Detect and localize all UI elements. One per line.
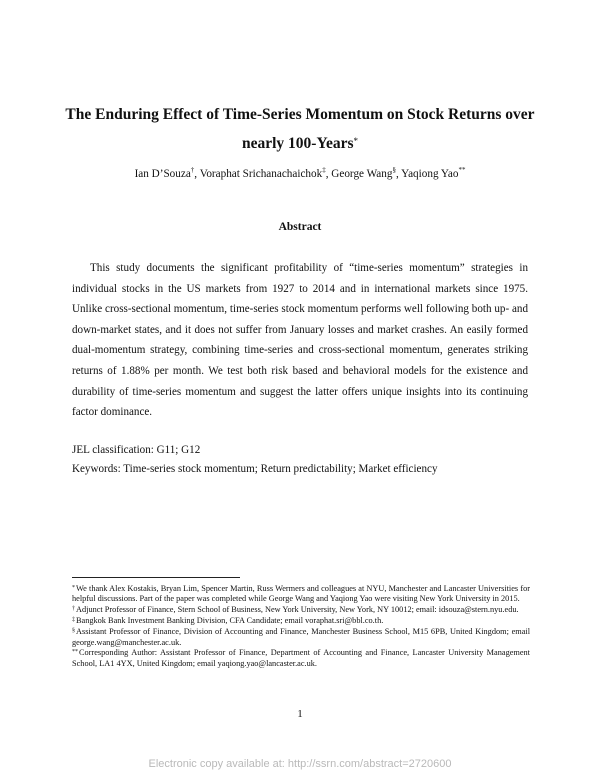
- footnote-mark: †: [72, 606, 75, 613]
- jel-classification: JEL classification: G11; G12: [72, 444, 201, 456]
- author-footnote-mark: §: [392, 166, 396, 174]
- footnote: [72, 584, 530, 605]
- footnote-text: Bangkok Bank Investment Banking Division, CFA Candidate; email voraphat.sri@bbl.co.th.: [76, 616, 384, 626]
- author-name: Ian D’Souza: [134, 168, 191, 180]
- title-footnote-mark: *: [353, 136, 358, 146]
- footnote-mark: ‡: [72, 617, 75, 624]
- author-separator: ,: [395, 168, 402, 180]
- author-name: George Wang: [331, 168, 393, 180]
- footnote-mark: **: [72, 649, 78, 656]
- author-footnote-mark: **: [458, 166, 466, 174]
- footnotes: [72, 584, 530, 670]
- abstract-heading: Abstract: [278, 221, 322, 233]
- ssrn-watermark[interactable]: Electronic copy available at: http://ssrn.com/abstract=2720600: [148, 758, 452, 770]
- author-separator: ,: [325, 168, 332, 180]
- footnote: [72, 616, 530, 626]
- footnote-text: Assistant Professor of Finance, Division of Accounting and Finance, Manchester Business School, M15 6PB, United Kingdom; email george.wang@manchester.ac.uk.: [72, 627, 530, 647]
- author-name: Yaqiong Yao: [401, 168, 459, 180]
- footnote: [72, 605, 530, 615]
- footnote-text: Adjunct Professor of Finance, Stern School of Business, New York University, New York, NY 10012; email: idsouza@stern.nyu.edu.: [76, 605, 519, 615]
- title-line-2: nearly 100-Years: [242, 135, 354, 152]
- author-footnote-mark: ‡: [322, 166, 326, 174]
- footnote-text: We thank Alex Kostakis, Bryan Lim, Spencer Martin, Russ Wermers and colleagues at NYU, Manchester and Lancaster Universities for helpful discussions. Part of the paper was completed while George Wang and Yaqiong Yao were visiting New York University in 2015.: [72, 584, 530, 604]
- footnote-mark: §: [72, 628, 75, 635]
- paper-title: [60, 100, 540, 158]
- page-number: 1: [297, 708, 303, 720]
- abstract-text: This study documents the significant profitability of “time-series momentum” strategies in individual stocks in the US markets from 1927 to 2014 and in international markets since 1975. Unlike cross-sectional momentum, time-series stock momentum performs well following both up- and down-market states, and it does not suffer from January losses and market crashes. An easily formed dual-momentum strategy, combining time-series and cross-sectional momentum, generates striking returns of 1.88% per month. We test both risk based and behavioral models for the existence and durability of time-series momentum and suggest the latter offers unique insights into its continuing factor dominance.: [72, 262, 528, 419]
- footnote: [72, 648, 530, 669]
- author-list: [40, 168, 560, 180]
- footnote-text: Corresponding Author: Assistant Professor of Finance, Department of Accounting and Finance, Lancaster University Management School, LA1 4YX, United Kingdom; email yaqiong.yao@lancaster.ac.uk.: [72, 648, 530, 668]
- author-name: Voraphat Srichanachaichok: [199, 168, 323, 180]
- author-separator: ,: [194, 168, 200, 180]
- author-footnote-mark: †: [190, 166, 195, 174]
- footnote: [72, 627, 530, 648]
- footnote-mark: *: [72, 585, 75, 591]
- keywords: Keywords: Time-series stock momentum; Return predictability; Market efficiency: [72, 463, 438, 475]
- title-line-1: The Enduring Effect of Time-Series Momentum on Stock Returns over: [65, 106, 535, 123]
- footnote-divider: [72, 577, 240, 578]
